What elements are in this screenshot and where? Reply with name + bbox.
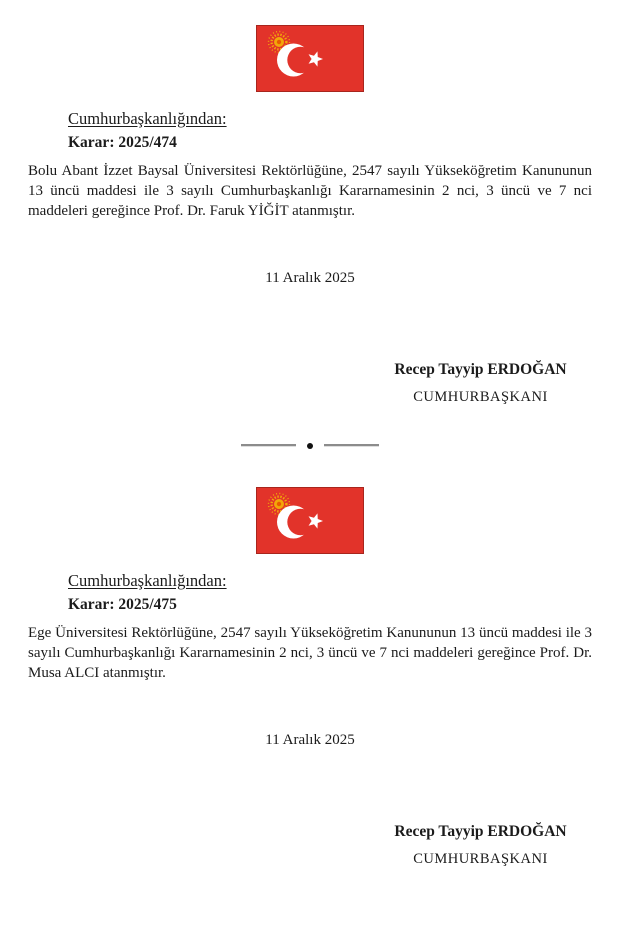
decision-number: Karar: 2025/475: [68, 596, 177, 613]
decree-section-1: [0, 25, 620, 406]
signatory-title: CUMHURBAŞKANI: [413, 851, 548, 867]
presidential-flag: [0, 487, 620, 554]
decree-date: 11 Aralık 2025: [265, 732, 355, 748]
section-heading: Cumhurbaşkanlığından:: [68, 109, 227, 128]
decree-body-text: Ege Üniversitesi Rektörlüğüne, 2547 sayılı Yükseköğretim Kanununun 13 üncü maddesi ile 3 sayılı Cumhurbaşkanlığı Kararnamesinin 2 nci, 3 üncü ve 7 nci maddeleri gereğince Prof. Dr. Musa ALCI atanmıştır.: [28, 625, 592, 681]
separator-line-right: [324, 444, 379, 447]
decree-date: 11 Aralık 2025: [265, 270, 355, 286]
signatory-name: Recep Tayyip ERDOĞAN: [394, 823, 567, 840]
signatory-title: CUMHURBAŞKANI: [413, 389, 548, 405]
decree-section-2: [0, 487, 620, 868]
turkish-presidential-flag-icon: [256, 487, 364, 554]
presidential-flag: [0, 25, 620, 92]
signature-block: [373, 822, 588, 868]
decree-body-text: Bolu Abant İzzet Baysal Üniversitesi Rektörlüğüne, 2547 sayılı Yükseköğretim Kanununun 13 üncü maddesi ile 3 sayılı Cumhurbaşkanlığı Kararnamesinin 2 nci, 3 üncü ve 7 nci maddeleri gereğince Prof. Dr. Faruk YİĞİT atanmıştır.: [28, 163, 592, 219]
decision-number: Karar: 2025/474: [68, 134, 177, 151]
section-separator: [0, 442, 620, 449]
separator-dot: [307, 443, 313, 449]
separator-line-left: [241, 444, 296, 447]
signature-block: [373, 360, 588, 406]
turkish-presidential-flag-icon: [256, 25, 364, 92]
section-heading: Cumhurbaşkanlığından:: [68, 571, 227, 590]
signatory-name: Recep Tayyip ERDOĞAN: [394, 361, 567, 378]
